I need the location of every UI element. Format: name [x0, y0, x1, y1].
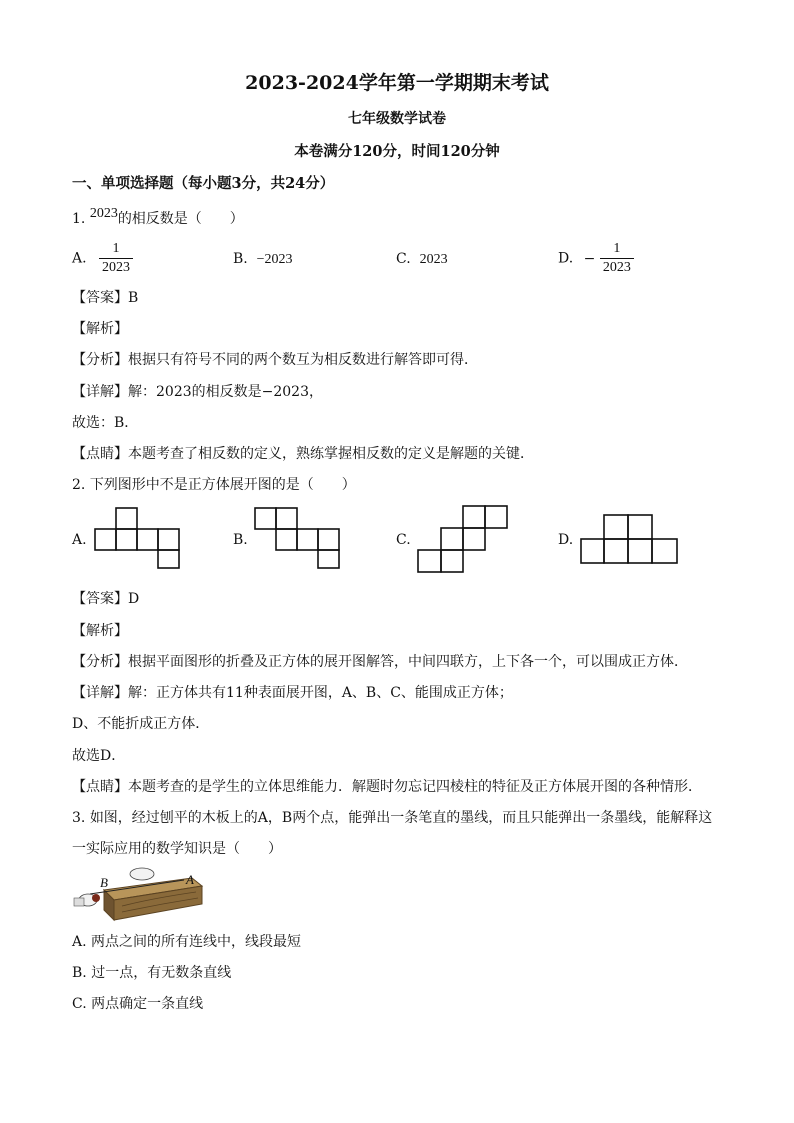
q2-option-d-label: D. [558, 532, 574, 548]
exam-note: 本卷满分120分，时间120分钟 [294, 143, 500, 160]
q3-stem-line1: 3. 如图，经过刨平的木板上的A，B两个点，能弹出一条笔直的墨线，而且只能弹出一条墨线，能解释这 [72, 810, 713, 826]
section-heading: 一、单项选择题（每小题3分，共24分） [72, 175, 335, 192]
q3-point-a-label: A [186, 872, 194, 887]
exam-subtitle: 七年级数学试卷 [348, 111, 446, 127]
q3-stem-line2: 一实际应用的数学知识是（ ） [72, 841, 282, 857]
q2-dianjing: 【点睛】本题考查的是学生的立体思维能力．解题时勿忘记四棱柱的特征及正方体展开图的各种情形． [72, 779, 702, 795]
q1-option-d: D. − $\frac{1}{2023}$ [558, 240, 634, 277]
q1-answer: 【答案】B [72, 290, 139, 306]
q1-analysis-tag: 【解析】 [72, 321, 128, 337]
q2-answer: 【答案】D [72, 591, 140, 607]
q2-option-a-label: A. [72, 532, 87, 548]
q2-stem: 2. 下列图形中不是正方体展开图的是（ ） [72, 477, 356, 493]
q1-option-a: A. $\frac{1}{2023}$ [72, 240, 133, 277]
exam-title: 2023-2024学年第一学期期末考试 [245, 72, 549, 94]
q2-fenxi: 【分析】根据平面图形的折叠及正方体的展开图解答，中间四联方，上下各一个，可以围成正方体． [72, 654, 688, 670]
q1-number: 1. [72, 211, 86, 227]
q3-option-a: A. 两点之间的所有连线中，线段最短 [72, 934, 302, 950]
q1-dianjing: 【点睛】本题考查了相反数的定义，熟练掌握相反数的定义是解题的关键． [72, 446, 534, 462]
q2-option-b-label: B. [233, 532, 248, 548]
q1-number-value: 2023 [89, 206, 118, 221]
q1-stem [72, 208, 244, 228]
q3-point-b-label: B [100, 875, 108, 890]
q2-option-a-net [94, 507, 182, 569]
q2-xiangjie-2: D、不能折成正方体． [72, 716, 210, 732]
q1-stem-text: 的相反数是（ ） [117, 211, 244, 227]
q2-option-d-net [580, 514, 680, 564]
q1-fenxi: 【分析】根据只有符号不同的两个数互为相反数进行解答即可得． [72, 352, 478, 368]
q1-xiangjie: 【详解】解：2023的相反数是−2023， [72, 384, 323, 400]
q2-option-c-net [417, 505, 513, 573]
q3-option-c: C. 两点确定一条直线 [72, 996, 204, 1012]
q1-option-c: C. 2023 [396, 251, 448, 267]
q3-board-illustration [74, 864, 204, 924]
q2-option-b-net [254, 507, 344, 569]
q1-option-b: B. −2023 [233, 251, 293, 267]
q3-option-b: B. 过一点，有无数条直线 [72, 965, 232, 981]
q1-option-d-fraction: $\frac{1}{2023}$ [600, 240, 634, 277]
q2-xiangjie: 【详解】解：正方体共有11种表面展开图，A、B、C、能围成正方体； [72, 685, 513, 701]
q2-option-c-label: C. [396, 532, 411, 548]
q1-option-a-fraction: $\frac{1}{2023}$ [99, 240, 133, 277]
q2-analysis-tag: 【解析】 [72, 623, 128, 639]
q2-choose: 故选D． [72, 748, 126, 764]
q1-choose: 故选：B． [72, 415, 139, 431]
